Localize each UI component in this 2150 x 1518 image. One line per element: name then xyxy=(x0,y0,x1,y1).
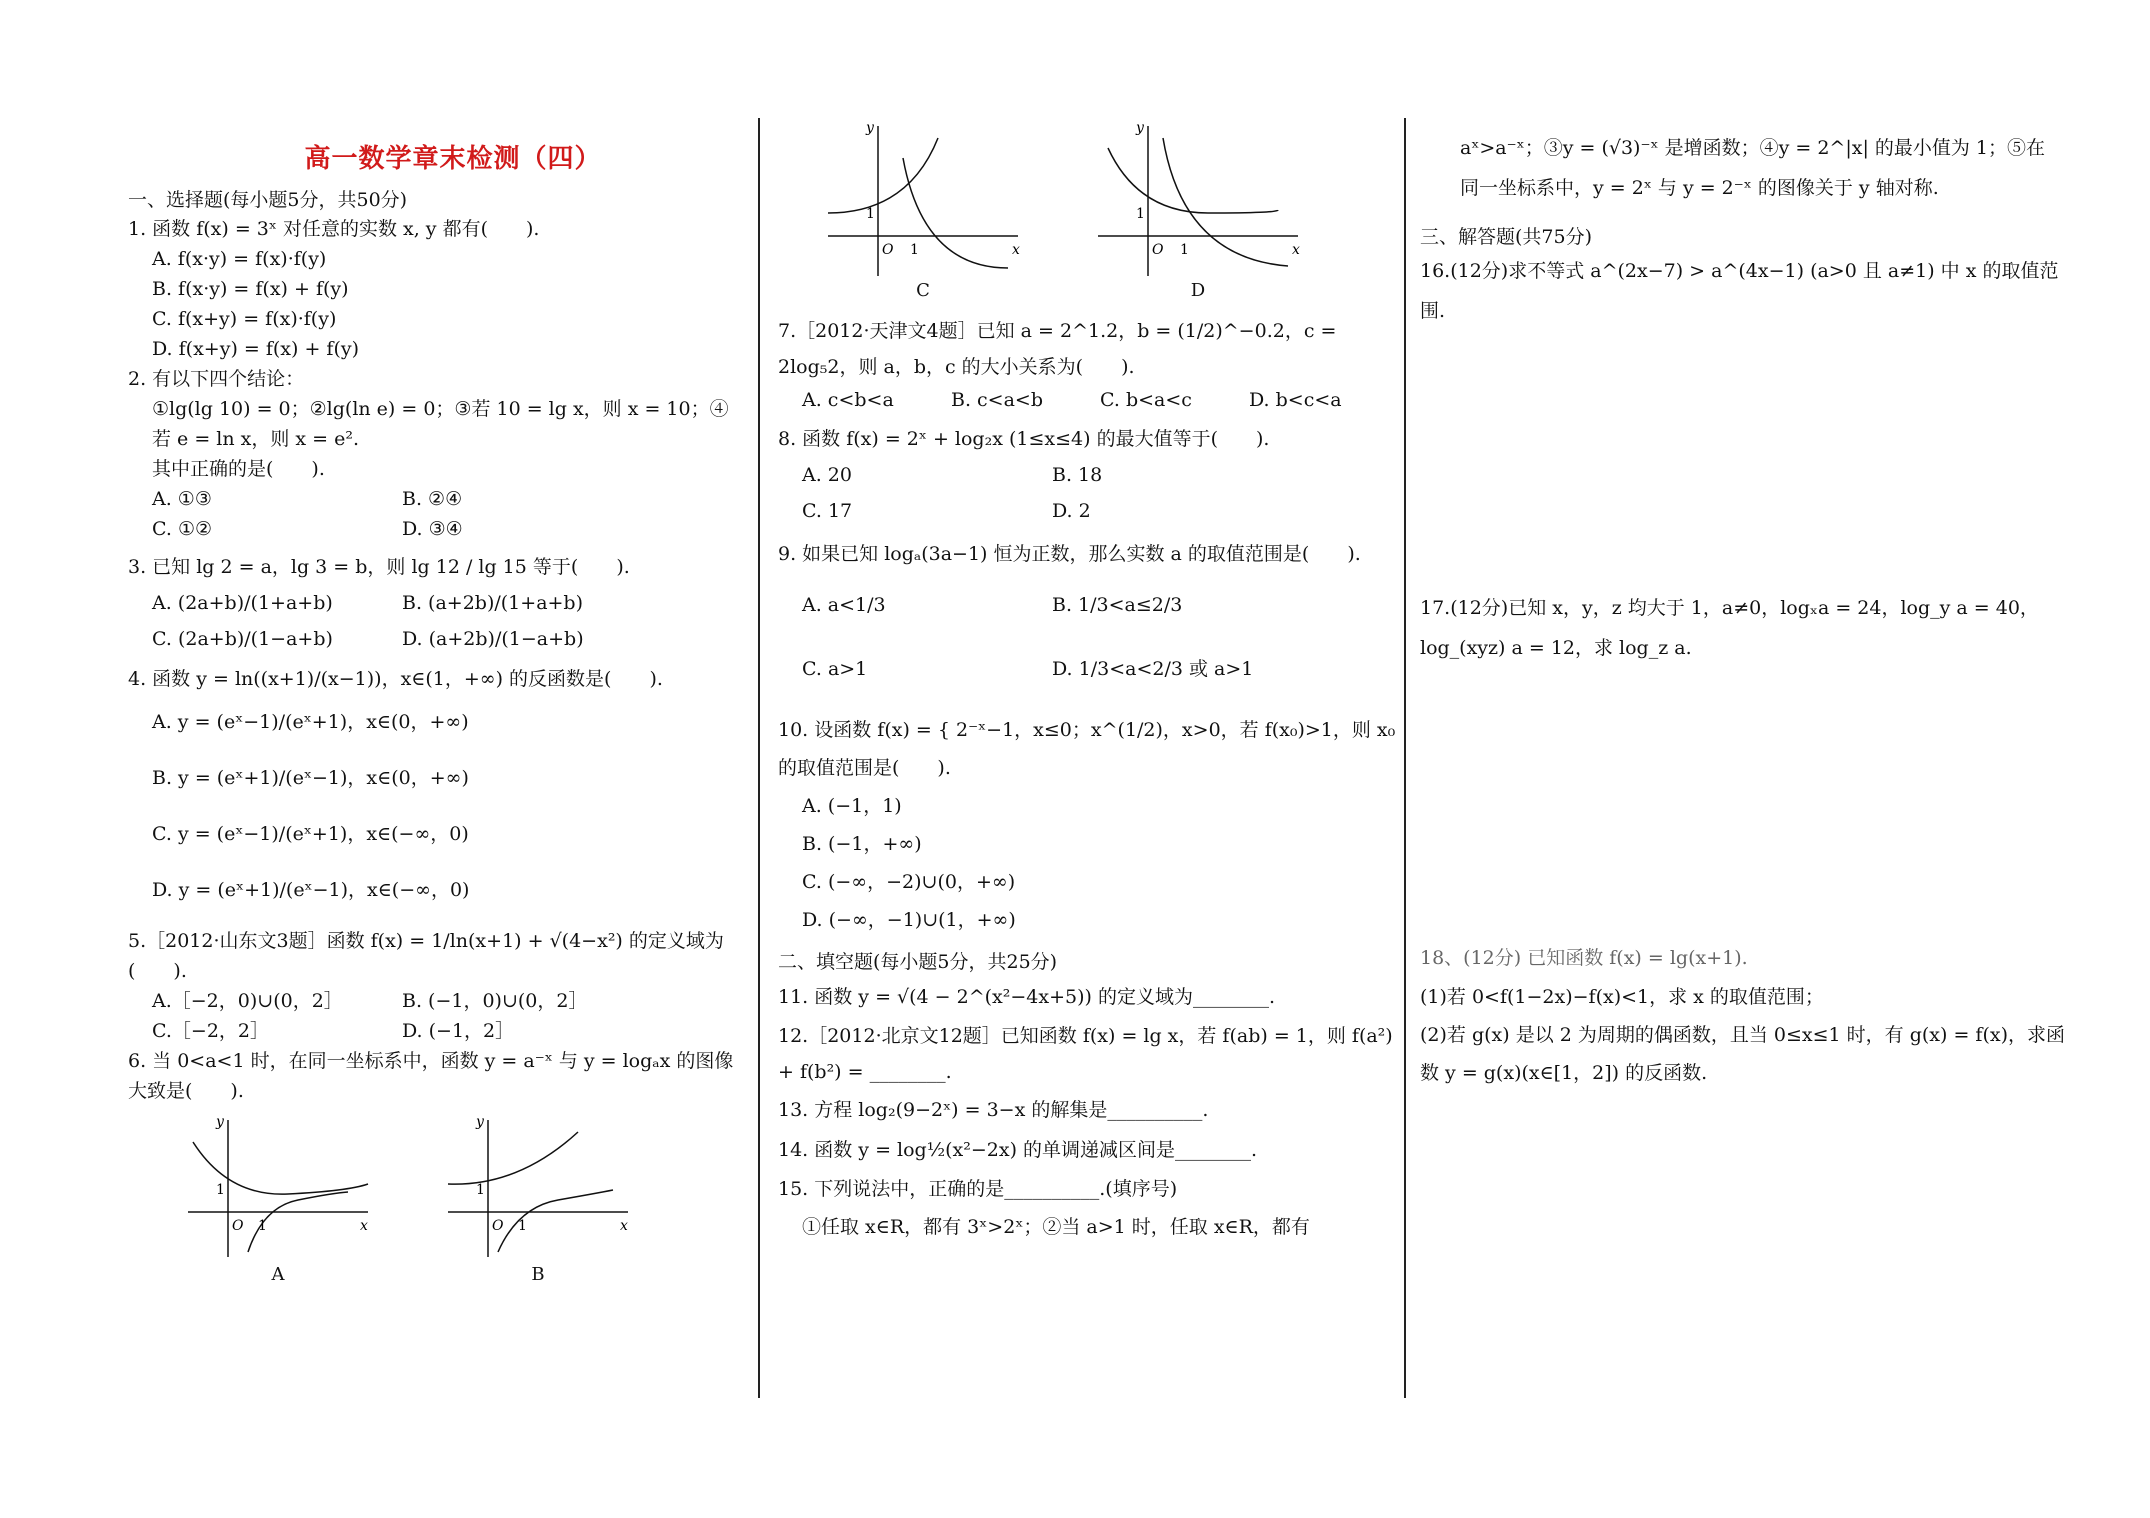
graph-d-one-x: 1 xyxy=(1180,242,1189,258)
graph-b-y-label: y xyxy=(476,1114,484,1130)
question-1-option-b: B. f(x·y) = f(x) + f(y) xyxy=(152,278,349,300)
question-3 xyxy=(128,552,738,650)
page-title: 高一数学章末检测（四） xyxy=(304,144,602,174)
question-9-option-d: D. 1/3<a<2/3 或 a>1 xyxy=(1052,658,1254,680)
question-5 xyxy=(128,926,738,1046)
question-4-stem: 4. 函数 y = ln((x+1)/(x−1))，x∈(1，+∞) 的反函数是( ). xyxy=(128,668,663,690)
question-1-option-a: A. f(x·y) = f(x)·f(y) xyxy=(152,248,327,270)
question-18-stem: 18、(12分) 已知函数 f(x) = lg(x+1). xyxy=(1420,947,1748,969)
question-10-stem: 10. 设函数 f(x) = { 2⁻ˣ−1，x≤0；x^(1/2)，x>0，若 f(x₀)>1，则 x₀ 的取值范围是( ). xyxy=(778,719,1396,779)
graph-c-plot xyxy=(818,118,1028,278)
question-5-option-d: D. (−1，2］ xyxy=(402,1020,515,1042)
question-9-option-c: C. a>1 xyxy=(802,658,868,680)
column-middle xyxy=(778,118,1398,1246)
graph-d-y-label: y xyxy=(1136,120,1144,136)
question-11: 11. 函数 y = √(4 − 2^(x²−4x+5)) 的定义域为________. xyxy=(778,986,1276,1008)
graph-c xyxy=(818,118,1028,301)
question-6 xyxy=(128,1046,738,1285)
question-17: 17.(12分)已知 x，y，z 均大于 1，a≠0，logₓa = 24，log_y a = 40，log_(xyz) a = 12，求 log_z a. xyxy=(1420,597,2039,659)
question-15-body-2: aˣ>a⁻ˣ；③y = (√3)⁻ˣ 是增函数；④y = 2^|x| 的最小值为 1；⑤在 xyxy=(1460,137,2046,159)
graph-b-one-y: 1 xyxy=(476,1182,485,1198)
question-9 xyxy=(778,535,1398,701)
question-3-option-d: D. (a+2b)/(1−a+b) xyxy=(402,628,584,650)
graph-c-one-y: 1 xyxy=(866,206,875,222)
question-10-option-b: B. (−1，+∞) xyxy=(802,833,922,855)
question-13: 13. 方程 log₂(9−2ˣ) = 3−x 的解集是__________. xyxy=(778,1099,1209,1121)
question-2-option-a: A. ①③ xyxy=(152,488,212,510)
graph-d xyxy=(1088,118,1308,301)
question-1 xyxy=(128,214,738,364)
question-3-stem: 3. 已知 lg 2 = a，lg 3 = b，则 lg 12 / lg 15 等于( ). xyxy=(128,556,630,578)
column-right xyxy=(1420,118,2080,1084)
graph-b-one-x: 1 xyxy=(518,1218,527,1234)
graph-a-y-label: y xyxy=(216,1114,224,1130)
question-1-stem: 1. 函数 f(x) = 3ˣ 对任意的实数 x, y 都有( ). xyxy=(128,218,540,240)
question-8-option-b: B. 18 xyxy=(1052,464,1103,486)
question-4-option-a: A. y = (eˣ−1)/(eˣ+1)，x∈(0，+∞) xyxy=(152,711,469,733)
question-7-option-c: C. b<a<c xyxy=(1100,389,1192,411)
column-divider-1 xyxy=(758,118,760,1398)
question-4-option-b: B. y = (eˣ+1)/(eˣ−1)，x∈(0，+∞) xyxy=(152,767,469,789)
question-5-stem: 5.［2012·山东文3题］函数 f(x) = 1/ln(x+1) + √(4−x²) 的定义域为( ). xyxy=(128,930,724,982)
question-7-option-b: B. c<a<b xyxy=(951,389,1044,411)
question-10 xyxy=(778,711,1398,939)
graph-b xyxy=(438,1112,638,1285)
question-8 xyxy=(778,421,1398,529)
question-9-stem: 9. 如果已知 logₐ(3a−1) 恒为正数，那么实数 a 的取值范围是( ). xyxy=(778,543,1361,565)
question-15-body-1: ①任取 x∈R，都有 3ˣ>2ˣ；②当 a>1 时，任取 x∈R，都有 xyxy=(802,1216,1310,1238)
question-2-option-d: D. ③④ xyxy=(402,518,463,540)
graph-a-one-y: 1 xyxy=(216,1182,225,1198)
question-7-stem: 7.［2012·天津文4题］已知 a = 2^1.2，b = (1/2)^−0.2，c = 2log₅2，则 a，b，c 的大小关系为( ). xyxy=(778,320,1337,378)
question-10-option-c: C. (−∞，−2)∪(0，+∞) xyxy=(802,871,1016,893)
graph-a-one-x: 1 xyxy=(258,1218,267,1234)
graph-d-x-label: x xyxy=(1292,242,1300,258)
section-fill-heading: 二、填空题(每小题5分，共25分) xyxy=(778,951,1058,973)
graph-c-one-x: 1 xyxy=(910,242,919,258)
question-9-option-a: A. a<1/3 xyxy=(802,594,886,616)
question-3-option-b: B. (a+2b)/(1+a+b) xyxy=(402,592,584,614)
question-7 xyxy=(778,313,1398,415)
graph-d-one-y: 1 xyxy=(1136,206,1145,222)
question-18 xyxy=(1420,938,2080,1092)
question-3-option-a: A. (2a+b)/(1+a+b) xyxy=(152,592,333,614)
question-2-stem: 2. 有以下四个结论： xyxy=(128,368,305,390)
graph-d-origin: O xyxy=(1152,242,1164,258)
question-2-option-c: C. ①② xyxy=(152,518,213,540)
question-2 xyxy=(128,364,738,544)
graph-a-x-label: x xyxy=(360,1218,368,1234)
question-8-stem: 8. 函数 f(x) = 2ˣ + log₂x (1≤x≤4) 的最大值等于( ). xyxy=(778,428,1270,450)
column-left xyxy=(128,118,738,1285)
graph-b-origin: O xyxy=(492,1218,504,1234)
graph-c-origin: O xyxy=(882,242,894,258)
question-3-option-c: C. (2a+b)/(1−a+b) xyxy=(152,628,333,650)
column-divider-2 xyxy=(1404,118,1406,1398)
question-10-option-a: A. (−1，1) xyxy=(802,795,902,817)
question-1-option-c: C. f(x+y) = f(x)·f(y) xyxy=(152,308,337,330)
question-15-body-3: 同一坐标系中，y = 2ˣ 与 y = 2⁻ˣ 的图像关于 y 轴对称. xyxy=(1460,177,1939,199)
question-18-part-1: (1)若 0<f(1−2x)−f(x)<1，求 x 的取值范围； xyxy=(1420,986,1824,1008)
graph-c-x-label: x xyxy=(1012,242,1020,258)
question-15-stem: 15. 下列说法中，正确的是__________.(填序号) xyxy=(778,1178,1178,1200)
graph-a xyxy=(178,1112,378,1285)
question-8-option-d: D. 2 xyxy=(1052,500,1091,522)
graph-b-x-label: x xyxy=(620,1218,628,1234)
graph-a-label: A xyxy=(271,1264,285,1285)
question-8-option-c: C. 17 xyxy=(802,500,853,522)
graph-a-origin: O xyxy=(232,1218,244,1234)
question-14: 14. 函数 y = log½(x²−2x) 的单调递减区间是________. xyxy=(778,1139,1258,1161)
question-7-option-d: D. b<c<a xyxy=(1249,389,1342,411)
question-2-body: ①lg(lg 10) = 0；②lg(ln e) = 0；③若 10 = lg x，则 x = 10；④若 e = ln x，则 x = e². xyxy=(152,398,729,450)
question-4 xyxy=(128,664,738,918)
graph-c-label: C xyxy=(916,280,930,301)
question-4-option-c: C. y = (eˣ−1)/(eˣ+1)，x∈(−∞，0) xyxy=(152,823,469,845)
question-1-option-d: D. f(x+y) = f(x) + f(y) xyxy=(152,338,360,360)
question-6-stem: 6. 当 0<a<1 时，在同一坐标系中，函数 y = a⁻ˣ 与 y = logₐx 的图像大致是( ). xyxy=(128,1050,734,1102)
question-12: 12.［2012·北京文12题］已知函数 f(x) = lg x，若 f(ab) = 1，则 f(a²) + f(b²) = ________. xyxy=(778,1025,1393,1083)
question-18-part-2: (2)若 g(x) 是以 2 为周期的偶函数，且当 0≤x≤1 时，有 g(x) = f(x)，求函数 y = g(x)(x∈[1，2]) 的反函数. xyxy=(1420,1024,2065,1084)
question-5-option-a: A.［−2，0)∪(0，2］ xyxy=(152,990,343,1012)
question-5-option-c: C.［−2，2］ xyxy=(152,1020,269,1042)
question-10-option-d: D. (−∞，−1)∪(1，+∞) xyxy=(802,909,1016,931)
question-16: 16.(12分)求不等式 a^(2x−7) > a^(4x−1) (a>0 且 a≠1) 中 x 的取值范围. xyxy=(1420,260,2059,322)
question-7-option-a: A. c<b<a xyxy=(802,389,894,411)
question-2-ask: 其中正确的是( ). xyxy=(152,458,325,480)
graph-c-y-label: y xyxy=(866,120,874,136)
graph-b-label: B xyxy=(531,1264,545,1285)
question-8-option-a: A. 20 xyxy=(802,464,852,486)
section-answer-heading: 三、解答题(共75分) xyxy=(1420,226,1593,248)
graph-d-plot xyxy=(1088,118,1308,278)
graph-a-plot xyxy=(178,1112,378,1262)
graph-b-plot xyxy=(438,1112,638,1262)
question-9-option-b: B. 1/3<a≤2/3 xyxy=(1052,594,1183,616)
section-choice-heading: 一、选择题(每小题5分，共50分) xyxy=(128,189,408,211)
question-5-option-b: B. (−1，0)∪(0，2］ xyxy=(402,990,588,1012)
question-2-option-b: B. ②④ xyxy=(402,488,463,510)
graph-d-label: D xyxy=(1190,280,1206,301)
question-4-option-d: D. y = (eˣ+1)/(eˣ−1)，x∈(−∞，0) xyxy=(152,879,470,901)
